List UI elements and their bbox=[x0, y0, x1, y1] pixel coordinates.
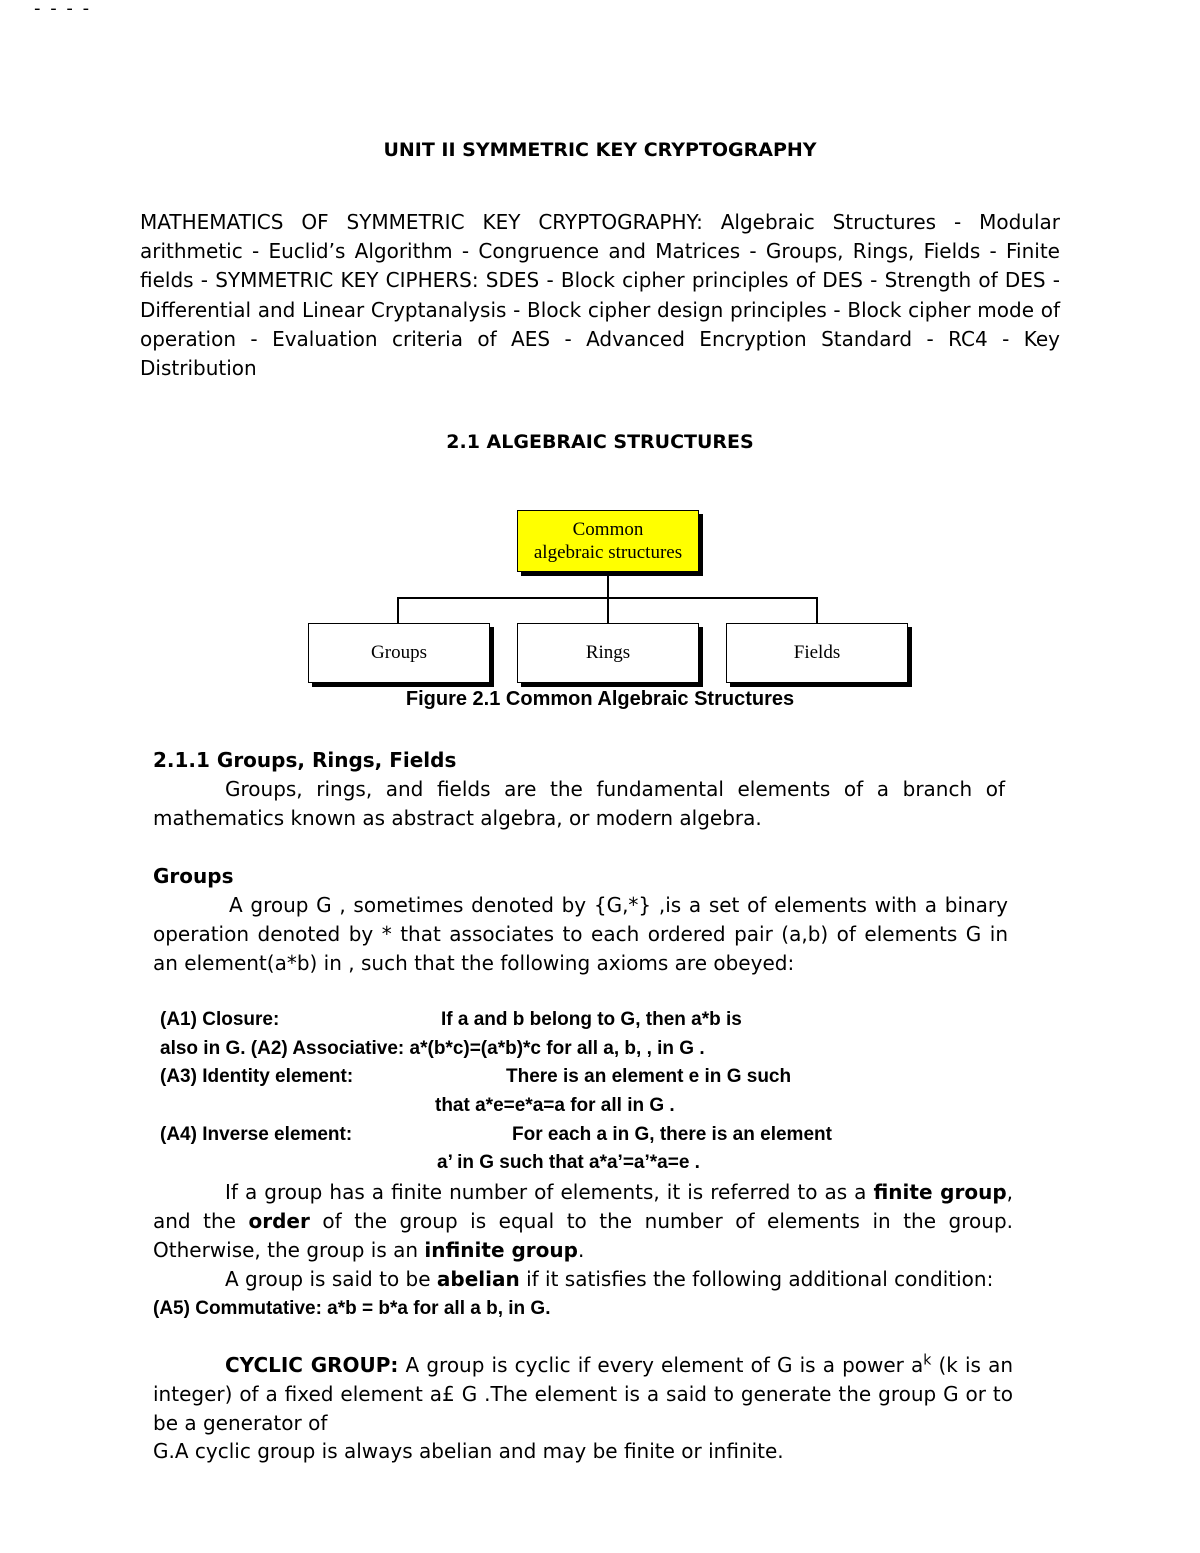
finite-t3: of the group is equal to the number of elements in the group. Otherwise, the group is an bbox=[153, 1209, 1014, 1262]
axiom-a4-cont-row bbox=[160, 1149, 1020, 1178]
axiom-a1-label: (A1) Closure: bbox=[160, 1009, 280, 1030]
figure-caption: Figure 2.1 Common Algebraic Structures bbox=[405, 688, 795, 710]
cyclic-group-label: CYCLIC GROUP: bbox=[225, 1353, 399, 1377]
syllabus-block bbox=[140, 208, 1060, 383]
finite-group-text bbox=[153, 1178, 1013, 1265]
axiom-a4-label: (A4) Inverse element: bbox=[160, 1123, 353, 1145]
finite-t2: , and the bbox=[153, 1180, 1014, 1233]
axiom-a4-text: For each a in G, there is an element bbox=[512, 1123, 832, 1145]
axiom-a1-text: If a and b belong to G, then a*b is bbox=[441, 1009, 742, 1030]
axiom-a4-cont: a’ in G such that a*a’=a’*a=e . bbox=[437, 1152, 700, 1174]
finite-term-order: order bbox=[248, 1209, 310, 1233]
connector-vertical-top bbox=[607, 574, 609, 598]
groups-definition bbox=[153, 891, 1008, 978]
unit-title: UNIT II SYMMETRIC KEY CRYPTOGRAPHY bbox=[383, 139, 817, 161]
axiom-a2-line: also in G. (A2) Associative: a*(b*c)=(a*b)*c for all a, b, , in G . bbox=[160, 1037, 705, 1059]
abelian-paragraph bbox=[153, 1265, 1053, 1294]
axiom-a3-cont: that a*e=e*a=a for all in G . bbox=[435, 1095, 675, 1117]
finite-t1: If a group has a finite number of elements, it is referred to as a bbox=[225, 1180, 874, 1204]
axiom-a2-row bbox=[160, 1035, 1020, 1064]
node-root-line1: Common bbox=[572, 519, 644, 540]
finite-term-finite-group: finite group bbox=[873, 1180, 1007, 1204]
abelian-t2: if it satisfies the following additional condition: bbox=[519, 1267, 994, 1291]
groups-definition-text: A group G , sometimes denoted by {G,*} ,is a set of elements with a binary operation denoted by * that associates to each ordered pair (a,b) of elements G in an element(a*b) in , such that the following axioms are obeyed: bbox=[153, 893, 1008, 975]
axiom-a3-row bbox=[160, 1063, 1020, 1092]
subsection-heading: 2.1.1 Groups, Rings, Fields bbox=[153, 748, 457, 772]
abelian-text bbox=[153, 1265, 1053, 1294]
connector-right bbox=[816, 597, 818, 623]
corner-mark: - - - - bbox=[34, 0, 92, 19]
axiom-a3-label: (A3) Identity element: bbox=[160, 1066, 354, 1088]
cyclic-t1: A group is cyclic if every element of G is a power a bbox=[398, 1353, 924, 1377]
connector-left bbox=[397, 597, 399, 623]
cyclic-group-paragraph bbox=[153, 1351, 1013, 1438]
finite-term-infinite-group: infinite group bbox=[424, 1238, 578, 1262]
axioms-block bbox=[160, 1006, 1020, 1178]
cyclic-group-text bbox=[153, 1351, 1013, 1438]
groups-heading: Groups bbox=[153, 864, 234, 888]
section-title: 2.1 ALGEBRAIC STRUCTURES bbox=[446, 431, 754, 453]
node-common-algebraic-structures bbox=[517, 510, 699, 572]
cyclic-group-last-line: G.A cyclic group is always abelian and may be finite or infinite. bbox=[153, 1439, 784, 1463]
abelian-t1: A group is said to be bbox=[225, 1267, 437, 1291]
axiom-a3-cont-row bbox=[160, 1092, 1020, 1121]
axiom-a5: (A5) Commutative: a*b = b*a for all a b, in G. bbox=[153, 1298, 551, 1319]
node-fields: Fields bbox=[726, 623, 908, 683]
axiom-a1-row bbox=[160, 1006, 1020, 1035]
node-root-line2: algebraic structures bbox=[533, 542, 683, 563]
cyclic-superscript-k: k bbox=[923, 1352, 932, 1369]
cyclic-t2: (k is an integer) of a fixed element a£ G .The element is a said to generate the group G or to be a generator of bbox=[153, 1353, 1014, 1435]
algebraic-structures-diagram bbox=[300, 505, 920, 695]
finite-t4: . bbox=[577, 1238, 585, 1262]
syllabus-text: MATHEMATICS OF SYMMETRIC KEY CRYPTOGRAPHY: Algebraic Structures - Modular arithmetic - Euclid’s Algorithm - Congruence and Matrices - Groups, Rings, Fields - Finite fields - SYMMETRIC KEY CIPHERS: SDES - Block cipher principles of DES - Strength of DES - Differential and Linear Cryptanalysis - Block cipher design principles - Block cipher mode of operation - Evaluation criteria of AES - Advanced Encryption Standard - RC4 - Key Distribution bbox=[140, 210, 1060, 381]
subsection-paragraph bbox=[153, 775, 1005, 833]
node-rings: Rings bbox=[517, 623, 699, 683]
finite-group-paragraph bbox=[153, 1178, 1013, 1265]
axiom-a4-row bbox=[160, 1121, 1020, 1150]
abelian-term: abelian bbox=[436, 1267, 520, 1291]
axiom-a3-text: There is an element e in G such bbox=[506, 1066, 792, 1088]
connector-middle bbox=[607, 597, 609, 623]
node-groups: Groups bbox=[308, 623, 490, 683]
subsection-paragraph-text: Groups, rings, and fields are the fundamental elements of a branch of mathematics known as abstract algebra, or modern algebra. bbox=[153, 777, 1005, 830]
